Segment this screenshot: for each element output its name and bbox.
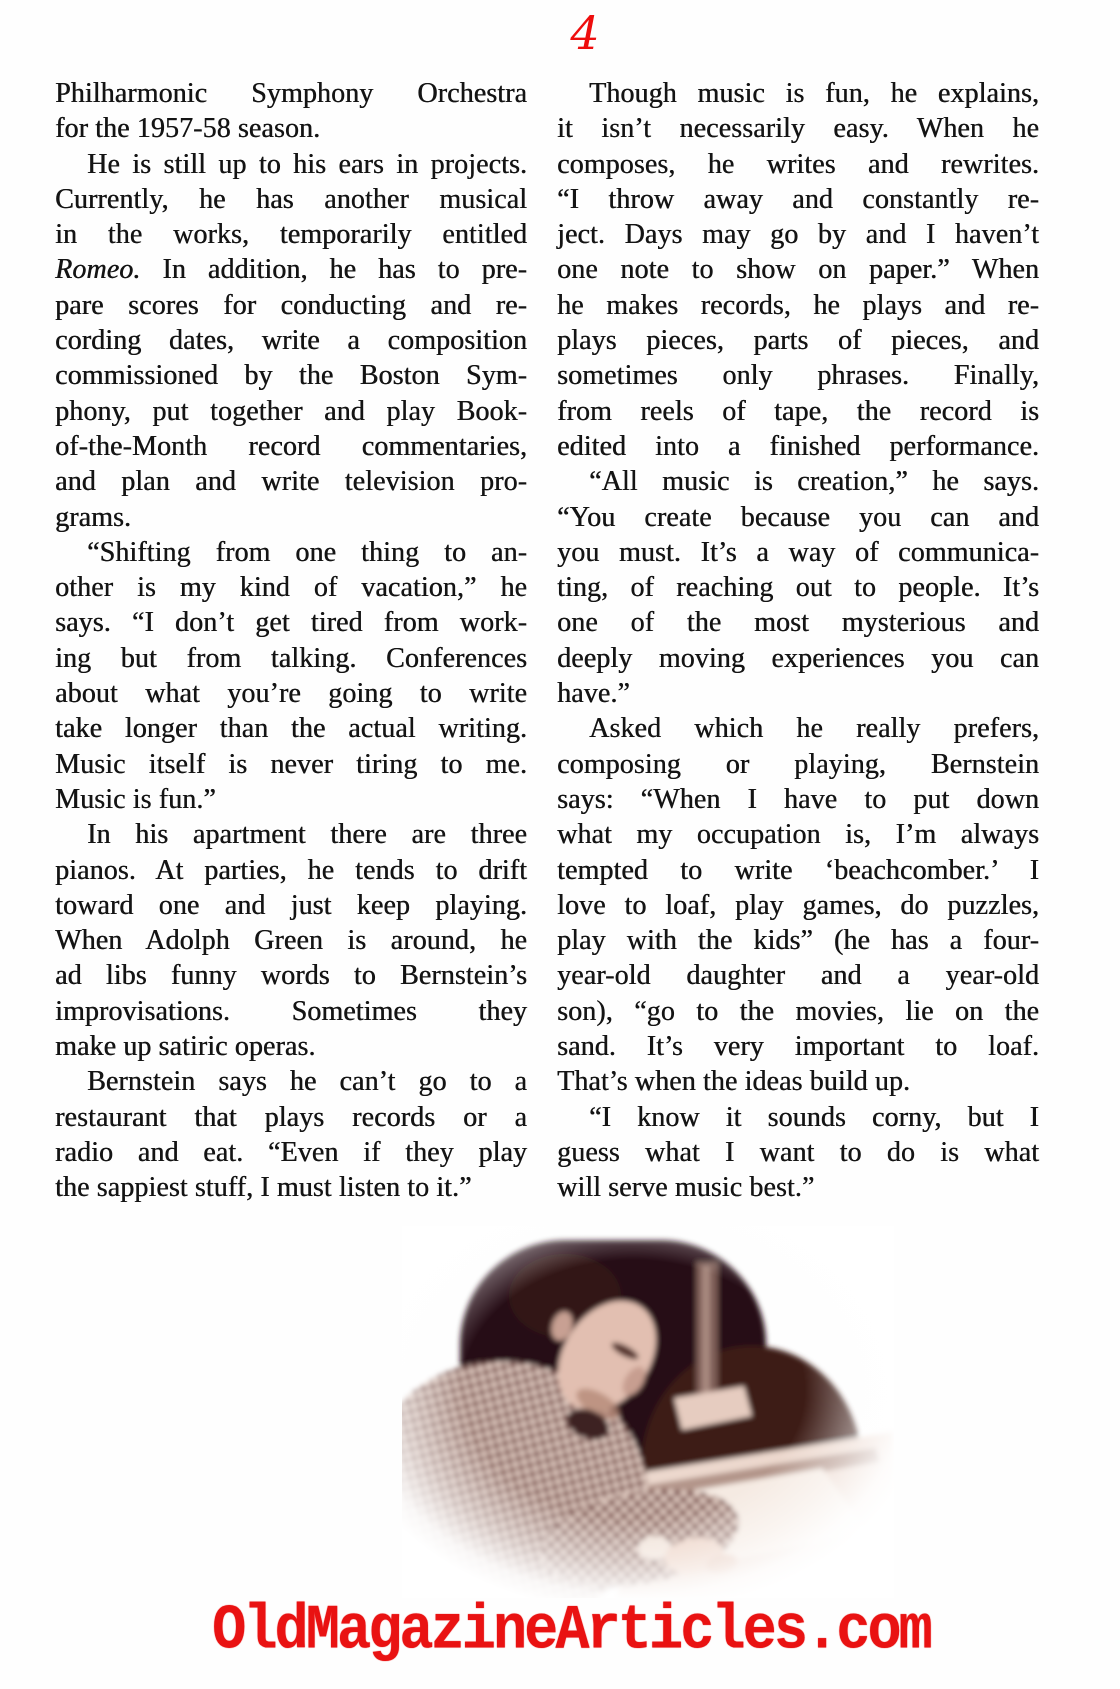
text-line: says: “When I have to put down [557, 783, 1039, 815]
text-line: about what you’re going to write [55, 678, 527, 710]
text-line: play with the kids” (he has a four- [557, 925, 1039, 957]
text-line: sometimes only phrases. Finally, [557, 360, 1039, 392]
text-line: make up satiric operas. [55, 1031, 316, 1063]
text-line: “Shifting from one thing to an- [87, 536, 527, 568]
text-line: will serve music best.” [557, 1172, 815, 1204]
text-line: ing but from talking. Conferences [55, 642, 527, 674]
text-line: from reels of tape, the record is [557, 395, 1039, 427]
text-line: what my occupation is, I’m always [557, 819, 1039, 851]
article-column-right [557, 76, 1039, 1206]
text-line: “I throw away and constantly re- [557, 183, 1039, 215]
text-line: “You create because you can and [557, 501, 1039, 533]
text-line: improvisations. Sometimes they [55, 995, 527, 1027]
text-line: ject. Days may go by and I haven’t [557, 219, 1039, 251]
text-line: Music is fun.” [55, 783, 216, 815]
text-line: “I know it sounds corny, but I [589, 1101, 1039, 1133]
text-line: says. “I don’t get tired from work- [55, 607, 527, 639]
text-line: take longer than the actual writing. [55, 713, 527, 745]
text-line: other is my kind of vacation,” he [55, 572, 527, 604]
text-line: have.” [557, 678, 630, 710]
text-line: restaurant that plays records or a [55, 1101, 527, 1133]
text-line: guess what I want to do is what [557, 1136, 1039, 1168]
text-line: he makes records, he plays and re- [557, 289, 1039, 321]
text-line: you must. It’s a way of communica- [557, 536, 1039, 568]
text-line: cording dates, write a composition [55, 325, 527, 357]
text-line: That’s when the ideas build up. [557, 1066, 911, 1098]
text-line: In his apartment there are three [87, 819, 527, 851]
text-line: love to loaf, play games, do puzzles, [557, 889, 1039, 921]
text-line: Though music is fun, he explains, [589, 78, 1039, 109]
text-line: tempted to write ‘beachcomber.’ I [557, 854, 1039, 886]
text-line: pianos. At parties, he tends to drift [55, 854, 527, 886]
text-line: composes, he writes and rewrites. [557, 148, 1039, 180]
text-line: When Adolph Green is around, he [55, 925, 527, 957]
page-number: 4 [570, 6, 600, 60]
text-line: Bernstein says he can’t go to a [87, 1066, 527, 1098]
text-line: deeply moving experiences you can [557, 642, 1039, 674]
text-line: for the 1957-58 season. [55, 113, 321, 145]
bernstein-photo [402, 1226, 894, 1598]
text-line: Romeo. In addition, he has to pre- [55, 254, 527, 286]
text-line: radio and eat. “Even if they play [55, 1136, 527, 1168]
text-line: one of the most mysterious and [557, 607, 1039, 639]
text-line: ad libs funny words to Bernstein’s [55, 960, 527, 992]
text-line: sand. It’s very important to loaf. [557, 1031, 1039, 1063]
text-line: it isn’t necessarily easy. When he [557, 113, 1039, 145]
text-line: edited into a finished performance. [557, 430, 1039, 462]
bernstein-photo-image [402, 1226, 894, 1598]
article-column-left [55, 76, 527, 1206]
text-line: grams. [55, 501, 132, 533]
text-line: son), “go to the movies, lie on the [557, 995, 1039, 1027]
text-line: Asked which he really prefers, [589, 713, 1039, 745]
text-line: one note to show on paper.” When [557, 254, 1039, 286]
text-line: composing or playing, Bernstein [557, 748, 1039, 780]
text-line: in the works, temporarily entitled [55, 219, 527, 251]
text-line: Music itself is never tiring to me. [55, 748, 527, 780]
text-line: commissioned by the Boston Sym- [55, 360, 527, 392]
text-line: Currently, he has another musical [55, 183, 527, 215]
text-line: “All music is creation,” he says. [589, 466, 1039, 498]
watermark: OldMagazineArticles.com [212, 1597, 930, 1668]
text-line: plays pieces, parts of pieces, and [557, 325, 1039, 357]
text-line: He is still up to his ears in projects. [87, 148, 527, 180]
text-line: and plan and write television pro- [55, 466, 527, 498]
text-line: phony, put together and play Book- [55, 395, 527, 427]
text-line: ting, of reaching out to people. It’s [557, 572, 1039, 604]
text-line: pare scores for conducting and re- [55, 289, 527, 321]
text-line: the sappiest stuff, I must listen to it.” [55, 1172, 472, 1204]
text-line: of-the-Month record commentaries, [55, 430, 527, 462]
text-line: toward one and just keep playing. [55, 889, 527, 921]
text-line: Philharmonic Symphony Orchestra [55, 78, 527, 109]
text-line: year-old daughter and a year-old [557, 960, 1039, 992]
